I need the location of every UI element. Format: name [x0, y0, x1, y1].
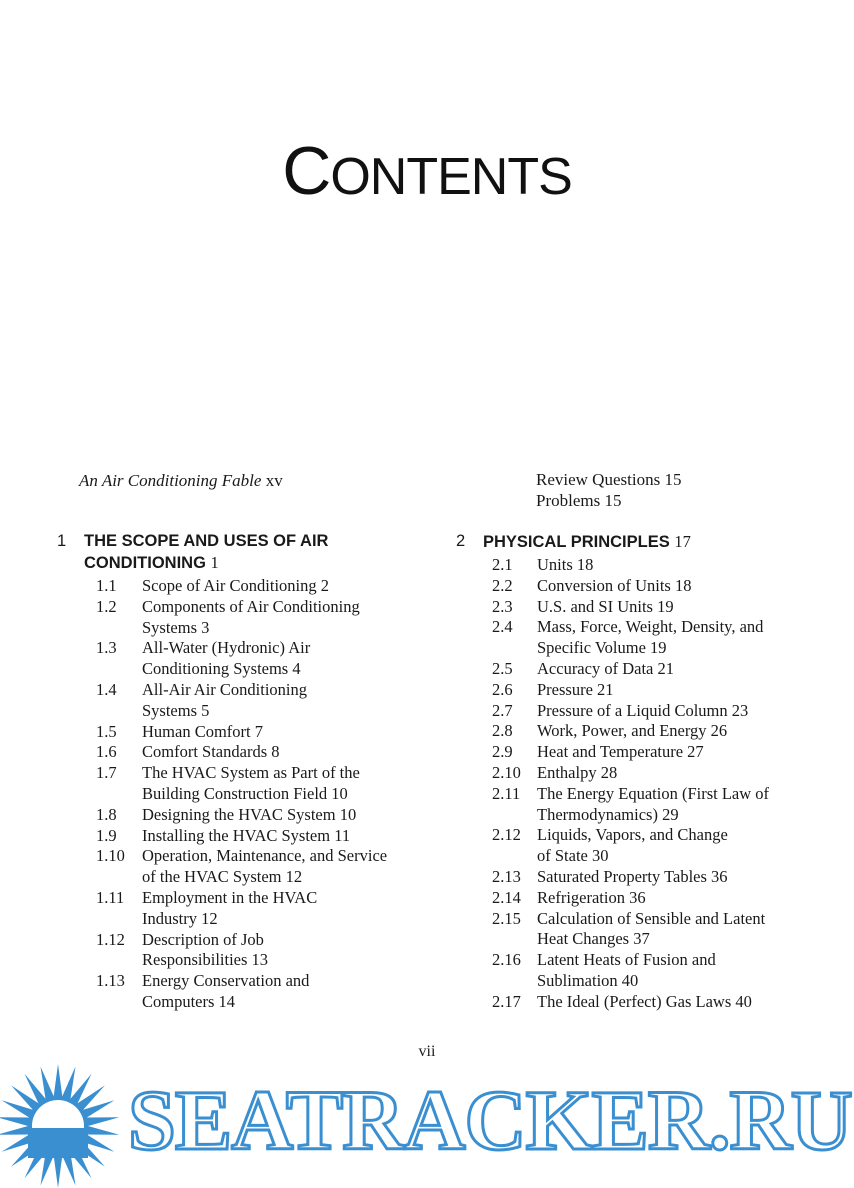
section-title-line: Refrigeration 36	[537, 887, 646, 907]
section-title	[537, 742, 854, 763]
section-title-line: Accuracy of Data 21	[537, 658, 674, 678]
section-title	[537, 950, 854, 992]
section-title	[142, 971, 457, 1013]
section-number: 1.12	[96, 929, 125, 949]
section-title-line: of the HVAC System 12	[142, 867, 303, 887]
toc-entry[interactable]	[57, 763, 457, 805]
section-number: 1.2	[96, 596, 117, 616]
section-title-line: All-Air Air Conditioning	[142, 679, 307, 699]
section-title	[142, 742, 457, 763]
chapter-2-section	[456, 531, 854, 1013]
toc-entry[interactable]	[57, 742, 457, 763]
section-title-line: Units 18	[537, 555, 594, 574]
sun-horizon	[28, 1128, 88, 1158]
section-title	[537, 597, 854, 618]
section-number: 1.5	[96, 721, 117, 741]
section-number: 2.10	[492, 762, 521, 782]
section-title-line: Conversion of Units 18	[537, 575, 692, 595]
section-title-line: Pressure 21	[537, 679, 614, 699]
toc-entry[interactable]	[456, 597, 854, 618]
toc-entry[interactable]	[456, 721, 854, 742]
problems-entry[interactable]: Problems 15	[536, 491, 622, 510]
toc-entry[interactable]	[456, 888, 854, 909]
section-number: 1.8	[96, 804, 117, 824]
toc-entry[interactable]	[456, 950, 854, 992]
section-title-line: Computers 14	[142, 991, 236, 1011]
section-number: 2.6	[492, 679, 513, 699]
section-title-line: Heat and Temperature 27	[537, 742, 704, 762]
section-number: 2.2	[492, 575, 513, 595]
toc-entry[interactable]	[57, 680, 457, 722]
section-number: 2.7	[492, 700, 513, 720]
toc-entry[interactable]	[456, 909, 854, 951]
section-number: 2.15	[492, 908, 521, 928]
toc-entry[interactable]	[57, 576, 457, 597]
section-title-line: Mass, Force, Weight, Density, and	[537, 617, 764, 637]
section-title-line: Thermodynamics) 29	[537, 804, 679, 824]
toc-entry[interactable]	[57, 930, 457, 972]
section-title	[537, 992, 854, 1013]
chapter-1-section	[57, 531, 457, 1013]
frontmatter-page: xv	[265, 471, 283, 490]
section-number: 1.6	[96, 742, 117, 762]
section-number: 2.5	[492, 658, 513, 678]
section-title	[142, 763, 457, 805]
section-title-line: Saturated Property Tables 36	[537, 866, 728, 886]
section-title	[537, 555, 854, 576]
section-title-line: Comfort Standards 8	[142, 742, 280, 762]
section-number: 1.13	[96, 971, 125, 991]
section-number: 2.1	[492, 555, 513, 574]
toc-entry[interactable]	[57, 597, 457, 639]
section-title	[537, 701, 854, 722]
toc-entry[interactable]	[456, 763, 854, 784]
chapter-1-entries	[57, 576, 457, 1013]
section-title-line: Description of Job	[142, 929, 264, 949]
section-title	[537, 825, 854, 867]
section-title-line: Industry 12	[142, 908, 218, 928]
section-title-line: Designing the HVAC System 10	[142, 804, 357, 824]
page-title: CONTENTS	[282, 133, 572, 209]
section-number: 2.14	[492, 887, 521, 907]
section-number: 2.11	[492, 783, 521, 803]
section-title	[142, 805, 457, 826]
section-title-line: of State 30	[537, 846, 609, 866]
section-title-line: The Ideal (Perfect) Gas Laws 40	[537, 991, 752, 1011]
watermark-text: SEATRACKER.RU	[128, 1072, 852, 1168]
toc-entry[interactable]	[456, 742, 854, 763]
toc-entry[interactable]	[57, 846, 457, 888]
section-title-line: Enthalpy 28	[537, 762, 618, 782]
section-number: 2.4	[492, 617, 513, 637]
section-title-line: The Energy Equation (First Law of	[537, 783, 770, 803]
chapter-2-heading[interactable]: 2 PHYSICAL PRINCIPLES 17	[456, 532, 691, 551]
section-title	[537, 721, 854, 742]
section-title	[537, 784, 854, 826]
section-title-line: Calculation of Sensible and Latent	[537, 908, 766, 928]
section-number: 2.13	[492, 866, 521, 886]
section-title	[537, 888, 854, 909]
toc-entry[interactable]	[456, 617, 854, 659]
section-title-line: Heat Changes 37	[537, 929, 650, 949]
toc-entry[interactable]	[456, 680, 854, 701]
section-title	[142, 722, 457, 743]
section-number: 2.16	[492, 950, 521, 970]
toc-entry[interactable]	[57, 826, 457, 847]
toc-entry[interactable]	[456, 701, 854, 722]
section-title-line: Specific Volume 19	[537, 638, 667, 658]
review-questions-entry[interactable]: Review Questions 15	[536, 470, 682, 489]
toc-entry[interactable]	[456, 784, 854, 826]
section-number: 1.3	[96, 638, 117, 658]
page-number: vii	[418, 1043, 436, 1060]
section-title-line: Sublimation 40	[537, 970, 639, 990]
section-title	[142, 888, 457, 930]
section-title-line: Pressure of a Liquid Column 23	[537, 700, 749, 720]
section-title-line: All-Water (Hydronic) Air	[142, 638, 311, 658]
section-title-line: Human Comfort 7	[142, 721, 263, 741]
frontmatter-label: An Air Conditioning Fable	[79, 471, 262, 490]
section-number: 2.9	[492, 742, 513, 762]
section-title	[537, 680, 854, 701]
section-title-line: Work, Power, and Energy 26	[537, 721, 728, 741]
toc-entry[interactable]	[456, 992, 854, 1013]
section-title	[537, 867, 854, 888]
section-title-line: The HVAC System as Part of the	[142, 763, 360, 783]
section-title-line: U.S. and SI Units 19	[537, 596, 674, 616]
section-title-line: Installing the HVAC System 11	[142, 825, 351, 845]
section-number: 1.1	[96, 576, 117, 595]
chapter-2-entries	[456, 555, 854, 1013]
section-number: 1.9	[96, 825, 117, 845]
toc-entry[interactable]	[57, 638, 457, 680]
section-number: 2.12	[492, 825, 521, 845]
section-title-line: Liquids, Vapors, and Change	[537, 825, 728, 845]
section-title	[142, 597, 457, 639]
toc-entry[interactable]	[456, 825, 854, 867]
section-title-line: Responsibilities 13	[142, 950, 269, 970]
section-number: 2.8	[492, 721, 513, 741]
section-title-line: Systems 5	[142, 700, 210, 720]
section-title-line: Systems 3	[142, 617, 210, 637]
section-number: 1.10	[96, 846, 125, 866]
section-title	[537, 617, 854, 659]
toc-entry[interactable]	[456, 659, 854, 680]
section-title-line: Energy Conservation and	[142, 971, 310, 991]
section-title	[537, 576, 854, 597]
toc-entry[interactable]	[57, 971, 457, 1013]
section-number: 1.11	[96, 887, 125, 907]
section-title-line: Operation, Maintenance, and Service	[142, 846, 388, 866]
section-title-line: Latent Heats of Fusion and	[537, 950, 716, 970]
toc-entry[interactable]	[57, 805, 457, 826]
section-title-line: Conditioning Systems 4	[142, 659, 301, 679]
toc-entry[interactable]	[57, 888, 457, 930]
chapter1-end-items	[536, 469, 681, 511]
section-title-line: Components of Air Conditioning	[142, 596, 360, 616]
section-title-line: Building Construction Field 10	[142, 783, 348, 803]
section-title	[142, 826, 457, 847]
section-number: 2.17	[492, 991, 521, 1011]
section-number: 1.7	[96, 763, 117, 783]
frontmatter-entry[interactable]	[79, 470, 283, 491]
section-title	[142, 680, 457, 722]
section-title	[537, 763, 854, 784]
section-title	[142, 846, 457, 888]
toc-entry[interactable]	[57, 722, 457, 743]
section-title-line: Scope of Air Conditioning 2	[142, 576, 329, 595]
toc-entry[interactable]	[456, 867, 854, 888]
section-title	[537, 909, 854, 951]
toc-entry[interactable]	[456, 555, 854, 576]
section-title	[537, 659, 854, 680]
section-title	[142, 576, 457, 597]
section-number: 2.3	[492, 596, 513, 616]
section-title	[142, 930, 457, 972]
toc-entry[interactable]	[456, 576, 854, 597]
chapter-1-heading[interactable]: 1 THE SCOPE AND USES OF AIR CONDITIONING 1	[57, 532, 329, 572]
section-title	[142, 638, 457, 680]
section-title-line: Employment in the HVAC	[142, 887, 318, 907]
section-number: 1.4	[96, 679, 117, 699]
